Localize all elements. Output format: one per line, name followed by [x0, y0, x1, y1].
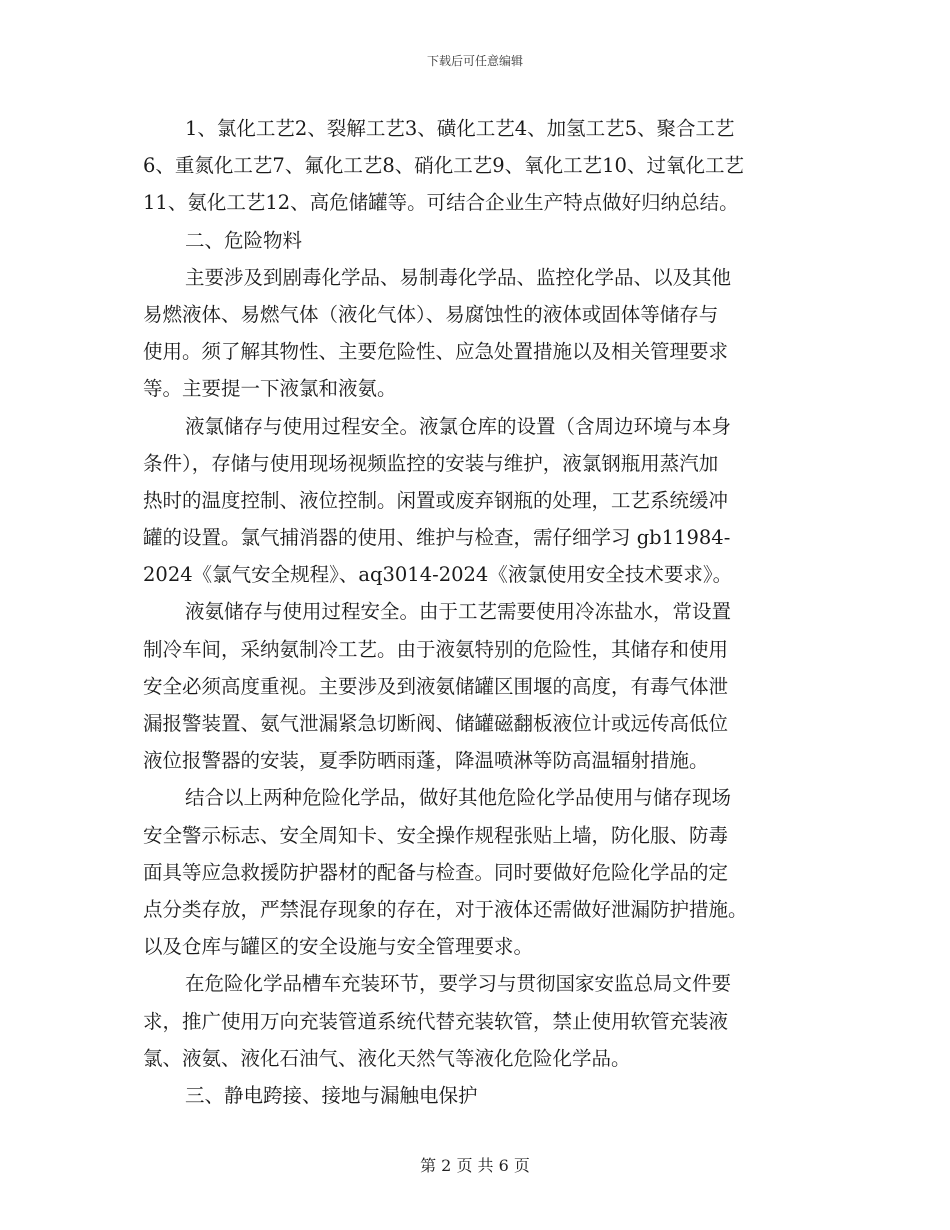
body-line: 在危险化学品槽车充装环节，要学习与贯彻国家安监总局文件要 [185, 972, 732, 996]
body-line: 三、静电跨接、接地与漏触电保护 [185, 1083, 478, 1107]
body-line: 制冷车间，采纳氨制冷工艺。由于液氨特别的危险性，其储存和使用 [143, 637, 729, 661]
page-header: 下载后可任意编辑 [426, 54, 523, 68]
body-line: 求，推广使用万向充装管道系统代替充装软管，禁止使用软管充装液 [143, 1009, 729, 1033]
body-line: 液氨储存与使用过程安全。由于工艺需要使用冷冻盐水，常设置 [185, 600, 732, 624]
body-line: 氯、液氨、液化石油气、液化天然气等液化危险化学品。 [143, 1046, 631, 1070]
page-footer: 第 2 页 共 6 页 [420, 1156, 530, 1175]
body-line: 等。主要提一下液氯和液氨。 [143, 377, 397, 401]
body-line: 液氯储存与使用过程安全。液氯仓库的设置（含周边环境与本身 [185, 414, 732, 438]
body-line: 使用。须了解其物性、主要危险性、应急处置措施以及相关管理要求 [143, 340, 729, 364]
body-line: 热时的温度控制、液位控制。闲置或废弃钢瓶的处理，工艺系统缓冲 [143, 488, 729, 512]
body-line: 面具等应急救援防护器材的配备与检查。同时要做好危险化学品的定 [143, 860, 729, 884]
body-line: 安全必须高度重视。主要涉及到液氨储罐区围堰的高度，有毒气体泄 [143, 674, 729, 698]
body-line: 以及仓库与罐区的安全设施与安全管理要求。 [143, 935, 534, 959]
body-line: 点分类存放，严禁混存现象的存在，对于液体还需做好泄漏防护措施。 [143, 897, 748, 921]
body-line: 二、危险物料 [185, 228, 303, 252]
body-line: 罐的设置。氯气捕消器的使用、维护与检查，需仔细学习 gb11984- [143, 526, 731, 550]
body-line: 6、重氮化工艺7、氟化工艺8、硝化工艺9、氧化工艺10、过氧化工艺 [143, 154, 744, 178]
body-line: 结合以上两种危险化学品，做好其他危险化学品使用与储存现场 [185, 786, 732, 810]
body-line: 安全警示标志、安全周知卡、安全操作规程张贴上墙，防化服、防毒 [143, 823, 729, 847]
body-line: 漏报警装置、氨气泄漏紧急切断阀、储罐磁翻板液位计或远传高低位 [143, 712, 729, 735]
body-line: 主要涉及到剧毒化学品、易制毒化学品、监控化学品、以及其他 [185, 265, 732, 289]
body-line: 2024《氯气安全规程》、aq3014-2024《液氯使用安全技术要求》。 [143, 563, 733, 587]
body-line: 液位报警器的安装，夏季防晒雨蓬，降温喷淋等防高温辐射措施。 [143, 749, 709, 773]
body-line: 11、氨化工艺12、高危储罐等。可结合企业生产特点做好归纳总结。 [143, 191, 739, 215]
document-body [143, 110, 811, 1114]
body-line: 易燃液体、易燃气体（液化气体）、易腐蚀性的液体或固体等储存与 [143, 302, 719, 326]
body-line: 1、氯化工艺2、裂解工艺3、磺化工艺4、加氢工艺5、聚合工艺 [185, 117, 735, 140]
body-line: 条件），存储与使用现场视频监控的安装与维护，液氯钢瓶用蒸汽加 [143, 451, 719, 475]
